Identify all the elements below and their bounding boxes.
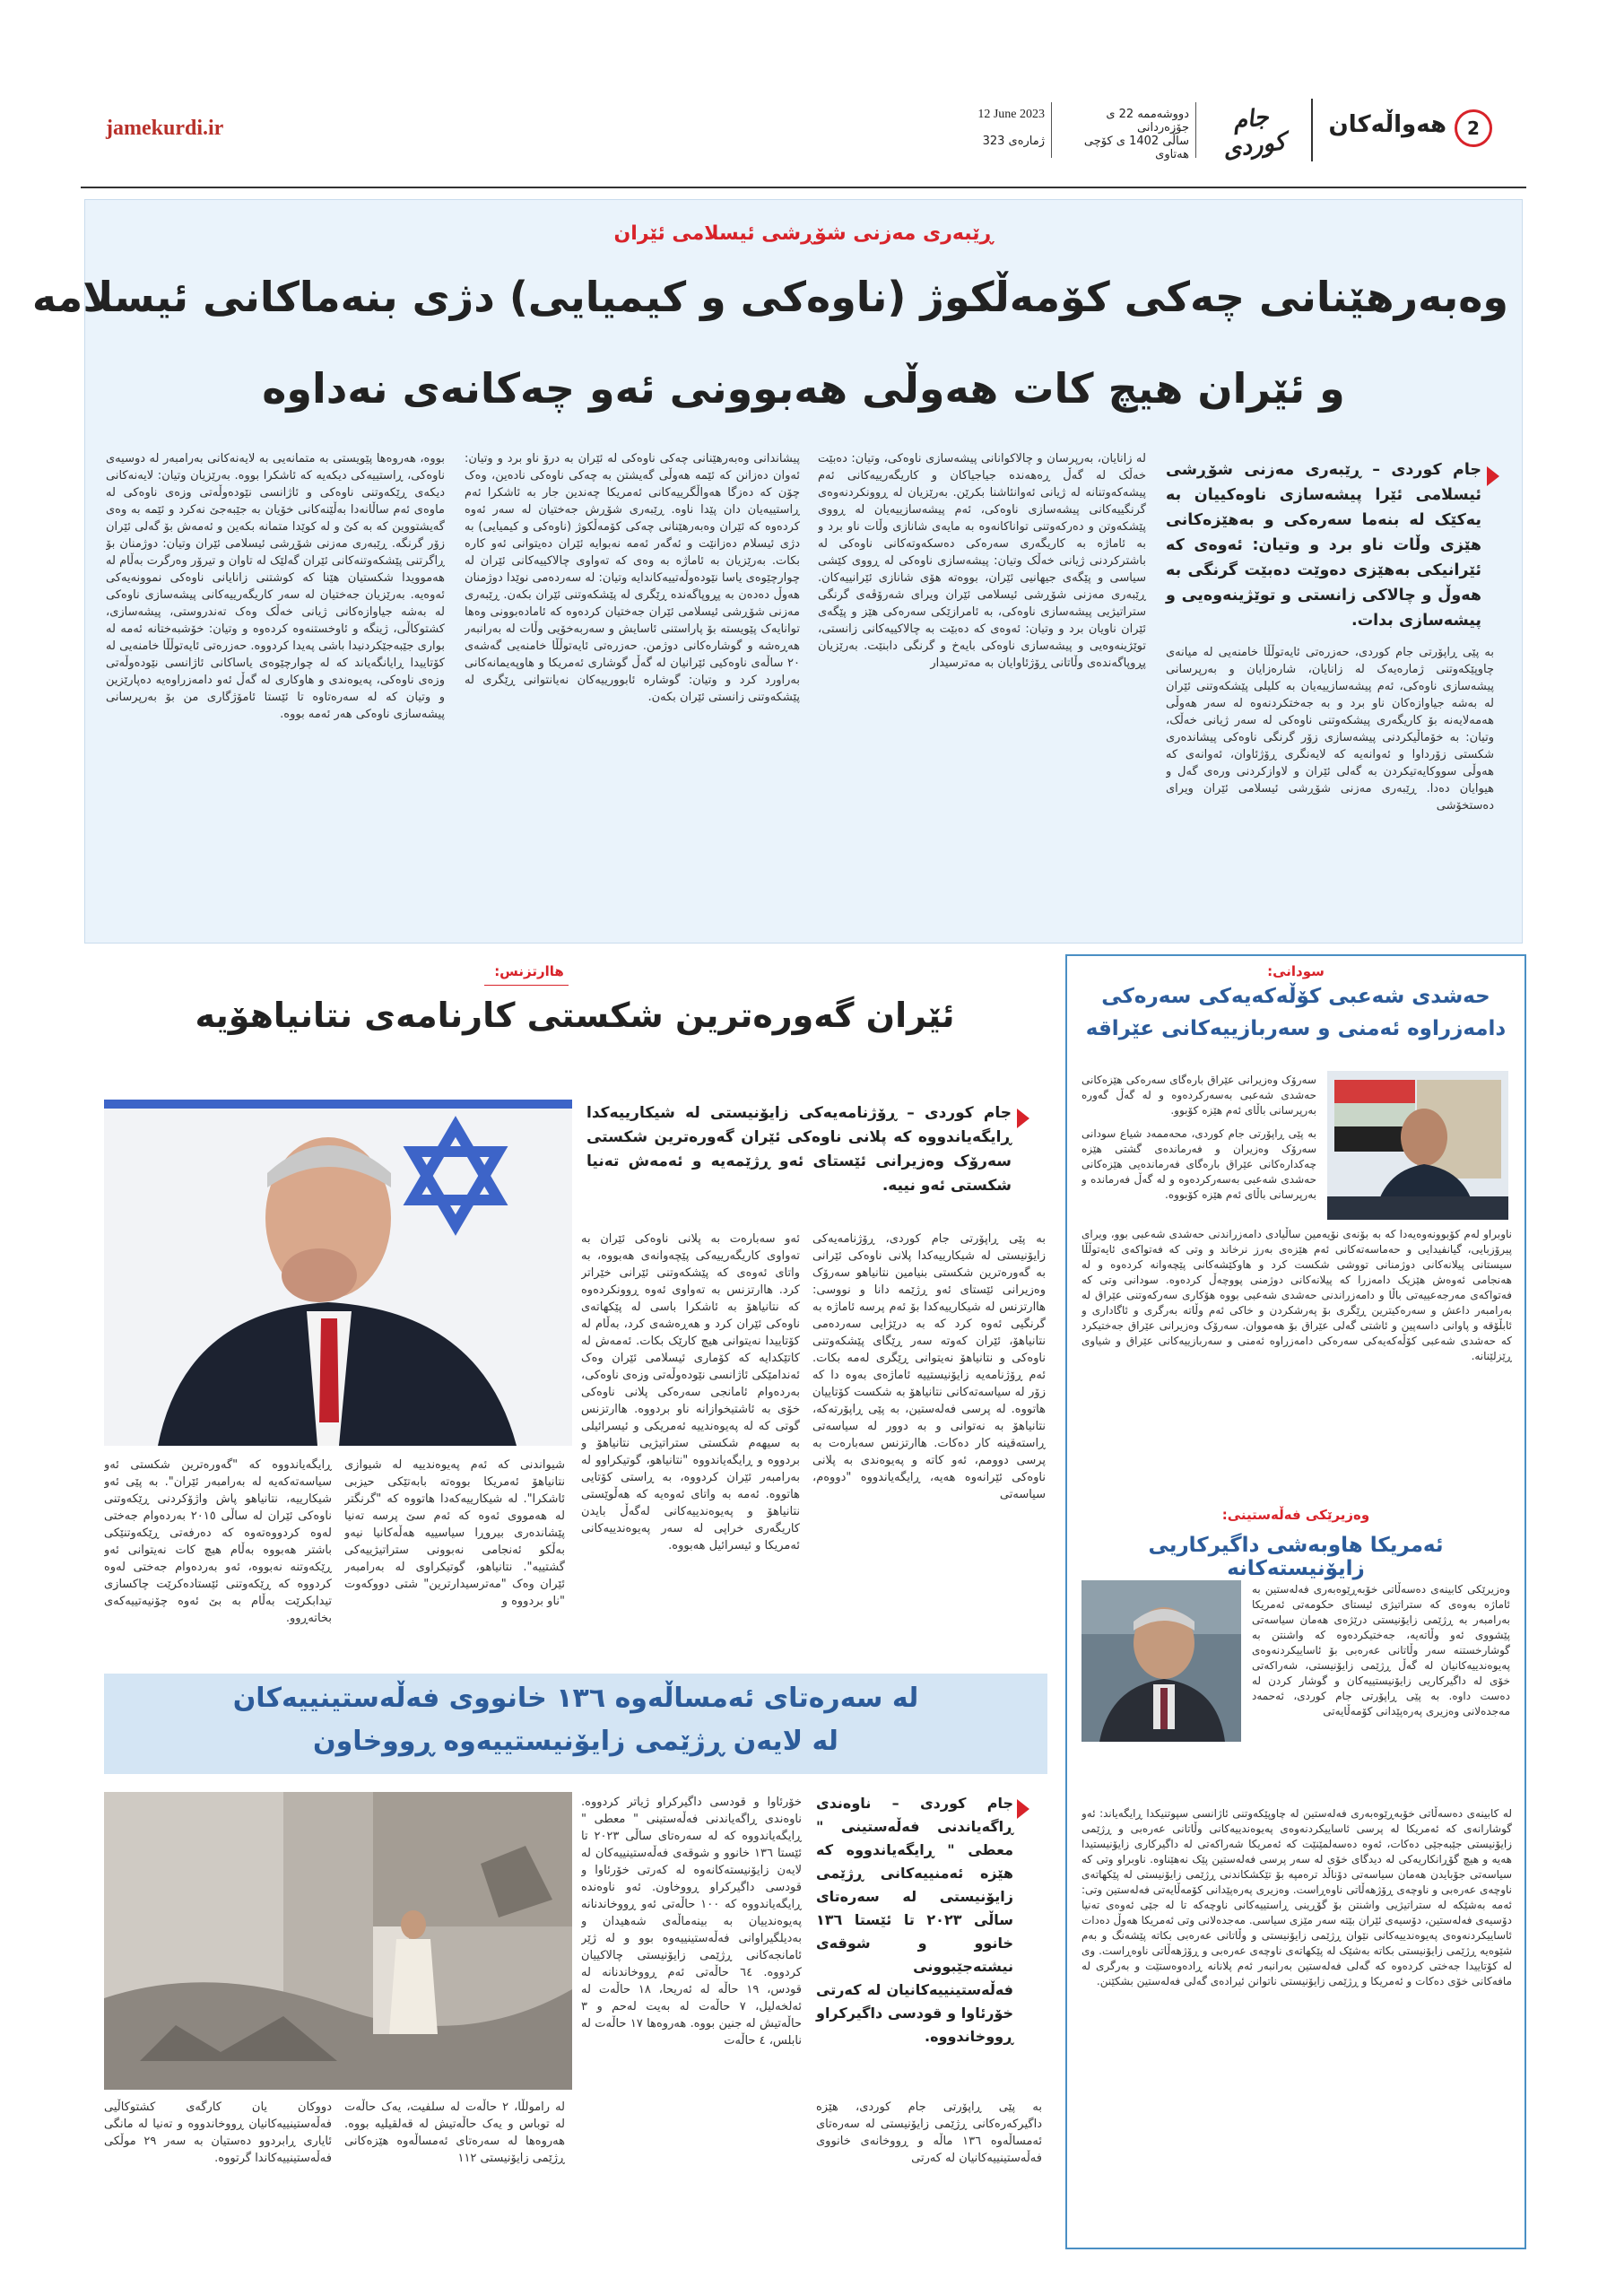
sudani-photo (1327, 1071, 1508, 1220)
malki-text-top: وەزیرێکی کابینەی دەسەڵاتی خۆبەڕێوەبەری فەلەستین بە ئاماژە بەوەی کە ستراتیژی ئیستای حکومەتی ئەمریکا بەرامبەر بە ڕژێمی زایۆنیستی درێژەی هەمان سیاسەتی پێشووی ئەو وڵاتەیە، جەختیکردەوە کە واشنتن بە گوشارخستنە سەر وڵاتانی عەرەبی بۆ ئاساییکردنەوەی پەیوەندییەکانیان لە گەڵ ڕژێمی زایۆنیستی، شەراکەتی خۆی لە داگیرکاریی زایۆنیستییەکان و گوشار کردن لە دەست داوە. بە پێی ڕاپۆرتی جام کوردی، ئەحمەد مەجدەلانی وەزیری پەرەپێدانی کۆمەڵایەتی (1252, 1583, 1510, 1718)
header-divider-2 (1195, 102, 1196, 158)
haaretz-kicker: هاارتزنس: (494, 963, 564, 979)
sudani-text-top: سەرۆک وەزیرانی عێراق بارەگای سەرەکی هێزەکانی حەشدی شەعبی بەسەرکردەوە و لە گەڵ گەورە بەرپرسانی باڵای ئەم هێزە کۆبوو. (1081, 1074, 1316, 1117)
malki-text-full: لە کابینەی دەسەڵاتی خۆبەڕێوەبەری فەلەستین لە چاوپێکەوتنی ئاژانسی سپوتنیکدا ڕایگەیاند: ئەو گوشارانەی کە ئەمریکا لە پرسی ئاساییکردنەوەی پەیوەندییەکانی وڵاتانی عەرەبی و ڕژێمی زایۆنیستی جێبەجێی دەکات، ئەوە دەسەلمێنێت کە ئەمریکا شەراکەتی لە داگیرکاری زایۆنیستیدا هەیە و هیچ گۆڕانکاریەکی لە دیدگای خۆی لە سەر پرسی فەلەستین پێک نەهێناوە. ناوبراو وتی کە سیاسەتی جۆبایدن هەمان سیاسەتی دۆناڵد ترەمپە بۆ تێکشکاندنی ڕژێمی زایۆنیستی لە پێکهاتەی ناوچەی عەرەبی و ناوچەی ڕۆژهەڵاتی ناوەڕاست. وەزیری پەرەپێدانی کۆمەڵایەتی فەلەستین وتی: ئەمە بەشێکە لە ستراتیژیی واشنتن بۆ گۆڕینی ڕاستییەکانی ناوچەکە تا لە جێی ئەوەی تەنیا دۆسیەی فەلەستین، دۆسیەی ئێران بێتە سەر مێزی سیاسی. مەجدەلانی وتی ئەمریکا هەوڵ دەدات ئاساییکردنەوەی پەیوەندییەکانی نێوان ڕژێمی زایۆنیستی و وڵاتانی عەرەبی بکاتە پێشەنگ و بەم شێوەیە ڕژێمی زایۆنیستی بکاتە بەشێک لە پێکهاتەی ناوچەی عەرەبی و ڕۆژهەڵاتی ناوەڕاست. وی لە کۆتاییدا جەختی کردەوە کە گەلی فەلەستین بەرانبەر ئەم پلانانە ڕادەوەستێت و بەرگری لە مافەکانی خۆی دەکات و ئەمریکا و ڕژێمی زایۆنیستی ناتوانن ئیرادەی گەلی فەلەستین بشکێنن. (1081, 1807, 1512, 1987)
demolition-col-2: خۆرئاوا و قودسی داگیرکراو ژیاتر کردووە. ناوەندی ڕاگەیاندنی فەڵەستینی " معطی " ڕایگەیاندووە کە لە سەرەتای ساڵی ٢٠٢٣ تا ئێستا ١٣٦ خانوو و شوقەی فەڵەستینییەکان لە لایەن زایۆنیستەکانەوە لە کەرتی خۆرئاوا و قودسی داگیرکراو ڕووخاون. ئەو ناوەندە ڕایگەیاندووە کە ١٠٠ حاڵەتی ئەو ڕووخاندنانە پەیوەندییان بە بینەماڵەی شەهیدان و بەدیلگیراوانی فەڵەستینییەوە بوو و لە ژێر ئامانجەکانی ڕژێمی زایۆنیستی چالاکییان کردووە. ٦٤ حاڵەتی ئەم ڕووخاندنانە لە قودس، ١٩ حاڵە لە ئەریحا، ١٨ حاڵەت لە ئەلخەلیل، ٧ حاڵەت لە بەیت لەحم و ٣ حاڵەتیش لە جنین بووە. هەروەها ١٧ حاڵەت لە نابلس، ٤ حاڵەت (581, 1796, 802, 2048)
top-story-col-4: بووە، هەروەها پێویستی بە متمانەیی بە لایەنەکانی بەرامبەر لە دوسیەی ناوەکی، ڕاستییەکی دیکەیە کە ئاشکرا بووە. بەرێزیان وتیان: لایەنەکانی دیکەی ڕێکەوتنی ناوەکی و ئاژانسی نێودەوڵەتی وزەی ناوەکی لە ماوەی ئەم ساڵانەدا بەڵێنەکانی خۆیان بە جێبەجێ نەکرد و ئێمە بە وەی گەیشتووین کە بە کێ و لە کوێدا متمانە بکەین و ئەمەش بۆ گەلی ئێران زۆر گرنگە. ڕێبەری مەزنی شۆڕشی ئیسلامی ئێران وتیان: دوژمنان بۆ ڕاگرتنی پێشکەوتنەکانی ئێران گەلێک لە تاوان و تیرۆر وەرگرت بەڵام لە هەموویدا شکستیان هێنا کە کوشتنی زانایانی ناوەکی نموونەیەکی ئەوەیە. بەرێزیان جەختیان لە سەر کاریگەرییەکانی پیشەسازی ناوەکی لە بەشە جیاوازەکانی ژیانی خەڵک وەک تەندروستی، پیشەسازی، کشتوکاڵی، ژینگە و ئاوخستنەوە کردەوە و وتیان: خۆشبەختانە ئەمە لە بواری جێبەجێکردنیدا باشی پەیدا کردووە. حەزرەتی ئایەتوڵڵا خامنەیی لە کۆتاییدا ڕایانگەیاند کە لە چوارچێوەی یاساکانی ئاژانسی نێودەوڵەتی وزەی ناوەکی، پەیوەندی و هاوکاری لە گەڵ ئەو دامەزراوەیە دەپارێزین و وتیان کە لە سەرەتاوە تا ئێستا ئامۆژگاری من بۆ بەرپرسانی پیشەسازی ناوەکی هەر ئەمە بووە. (106, 452, 445, 721)
top-story-headline-2: و ئێران هیچ کات هەوڵی هەبوونی ئەو چەکانەی نەداوە (262, 364, 1345, 413)
demolition-col-3: لە رامولڵا، ٢ حاڵەت لە سلفیت، یەک حاڵەت لە توباس و یەک حاڵەتیش لە قەلقیلیە بووە. هەروەها لە سەرەتای ئەمساڵەوە هێزەکانی ڕژێمی زایۆنیستی ١١٢ (344, 2100, 565, 2165)
demolition-col-1: بە پێی ڕاپۆرتی جام کوردی، هێزە داگیرکەرەکانی ڕژێمی زایۆنیستی لە سەرەتای ئەمساڵەوە ١٣٦ ماڵە و ڕووخانەی خانووی فەڵەستینییەکانیان لە کەرتی (816, 2100, 1042, 2165)
issue-number: ژمارەی 323 (982, 135, 1045, 148)
top-story-col-2: لە زانایان، بەرپرسان و چالاکوانانی پیشەسازی ناوەکی، وتیان: دەبێت خەڵک لە گەڵ ڕەهەندە جیاجیاکان و کاریگەرییەکانی ئەم پیشەکەوتنانە لە ژیانی ئەوانئاشنا بکرێن. بەرێزیان لە ڕوونکردنەوەی گرنگییەکانی پیشەسازی ناوەکی، ئەم پیشەسازییەیان لە ڕووی پێشکەوتن و دەرکەوتنی تواناکانەوە بە مایەی شانازی وڵات ناو برد و بە ئاماژە بە کاریگەری سەرەکی دەسکەوتەکانی ناوەکی لە باشترکردنی ژیانی خەڵک وتیان: پیشەسازی ناوەکی لە ڕووی کێشی سیاسی و پێگەی جیهانیی ئێران، بووەتە هۆی شانازی ئێرانییەکان. ڕێبەری مەزنی شۆڕشی ئیسلامی ئێران ویرای شەرۆڤەی گرنگی ستراتیژیی پیشەسازی ناوەکی، بە ئامرازێکی سەرەکی هێز و پێگەی ئێران ناویان برد و وتیان: ئەوەی کە دەبێت بە چالاکییەکانی زانستی، توێژینەوەیی و پیشەسازی ناوەکی بایەخ و گرنگی دابنێت. بەرێزیان پڕوپاگەندەی وڵاتانی ڕۆژئاوایان بە مەترسیدار (818, 452, 1146, 670)
top-story-col-1: بە پێی ڕاپۆرتی جام کوردی، حەزرەتی ئایەتوڵڵا خامنەیی لە میانەی چاوپێکەوتنی ژمارەیەک لە زانایان، شارەزایان و بەرپرسانی پیشەسازی ناوەکی، ئەم پیشەسازییەیان بە کلیلی پێشکەوتنی ئێران لە بەشە جیاوازەکان ناو برد و بە جەختکردنەوە لە سەر هەوڵی هەمەلایەنە بۆ کاریگەری پیشکەوتنی ناوەکی لە سەر ژیانی خەڵک، وتیان: بە خۆماڵیکردنی پیشەسازی زۆر گرنگی ناوەکی پیشاندەری شکستی زۆرداوا و ئەوانەیە کە لایەنگری ڕۆژئاوان، ئەوانەی کە هەوڵی سووکایەتیکردن بە گەلی ئێران و لاوازکردنی ورەی گەل و هیوایان دەدا. ڕێبەری مەزنی شۆڕشی ئیسلامی ئێران ویرای دەستخۆشی (1166, 646, 1494, 813)
sudani-headline-1: حەشدی شەعبی کۆڵەکەیەکی سەرەکی (1101, 985, 1490, 1008)
top-story-kicker: ڕێبەری مەزنی شۆڕشی ئیسلامی ئێران (613, 222, 994, 245)
malki-photo-image (1081, 1580, 1241, 1742)
haaretz-headline: ئێران گەورەترین شکستی کارنامەی نتانیاهۆیە (195, 996, 955, 1035)
top-story-lead: جام كوردی – ڕێبەری مەزنی شۆڕشی ئیسلامی ئێرا پیشەسازی ناوەکییان بە یەکێک لە بنەما سەرەکی و بەهێزەکانی هێزی وڵات ناو برد و وتیان: ئەوەی کە ئێرانیکی بەهێزی دەوێت دەبێت گرنگی بە هەوڵ و چالاکی زانستی و توێژینەوەیی و پیشەسازی بدات. (1166, 461, 1481, 630)
top-story-marker (1487, 466, 1499, 486)
logo: جام كوردی (1220, 103, 1288, 164)
top-story-headline-1: وەبەرهێنانی چەکی کۆمەڵکوژ (ناوەکی و کیمیایی) دژی بنەماکانی ئیسلامە (31, 273, 1508, 321)
haaretz-marker (1017, 1109, 1029, 1128)
issue-year: ساڵی 1402 ی كۆچی هەتاوی (1083, 135, 1189, 161)
sudani-photo-image (1327, 1071, 1508, 1220)
sudani-text-full: ناوبراو لەم کۆبوونەوەیەدا کە بە بۆنەی نۆیەمین ساڵیادی دامەزراندنی حەشدی شەعبی بوو، ویرای پیرۆزبایی، گیانفیدایی و حەماسەتەکانی ئەم هێزەی بەرز نرخاند و وتی کە فەتواکەی ئایەتوڵڵا سیستانی پیلانەکانی دوژمنانی تووشی شکست کرد و هاوکێشەکانی پێچەوانە کردەوە و لە هەنجامی ئەوەش هێزیک دامەزرا کە پیلانەکانی دوژمنی پووچەڵ کردەوە. سودانی وتی کە فەتواکەی مەرجەعییەتی باڵا و دامەزراندنی حەشدی شەعبی بووە هۆکاری سەرکەوتنی عێراق لە بەرامبەر داعش و سەرەکیترین ڕێگری بۆ پەرشکردن و خاکی ئەم وڵاتە بەرگری و ئاگاداری و ئابڵۆقە و پاوانی داسەپین و ئاشتی گەلی عێراق بۆ هەمووان. سەرۆک وەزیرانی عێراق جەختیکرد کە حەشدی شەعبی کۆڵەکەیەکی سەرەکی دامەزراوە ئەمنی و سەربازییەکانی عێراق و شیاوی ڕێزلێنانە. (1081, 1228, 1512, 1362)
issue-day: دووشەممە 22 ی جۆزەردانی (1106, 108, 1189, 135)
demolition-marker (1017, 1799, 1029, 1819)
demolition-photo (104, 1792, 572, 2090)
sudani-kicker: سودانی: (1267, 963, 1325, 979)
haaretz-col-2: ئەو سەبارەت بە پلانی ناوەکی ئێران بە تەواوی کاریگەرییەکی پێچەوانەی هەبووە، بە واتای ئەوەی کە پێشکەوتنی ئێرانی خێراتر کرد. هاارتزنس بە تەواوی ئەوە ڕوونکردەوە کە نتانیاهۆ بە ئاشکرا باسی لە پێکهاتەی ناوەکی ئێران کرد و هەڕەشەی کرد، بەڵام لە کۆتاییدا نەیتوانی هیچ کارێک بکات. ئەمەش لە کاتێکدایە کە کۆماری ئیسلامی ئێران وەک ئەندامێکی ئاژانسی نێودەوڵەتی وزەی ناوەکی، بەردەوام ئامانجی سەرەکی پلانی ناوەکی خۆی بە ئاشتیخوازانە ناو بردووە. هاارتزنس گوتی کە لە پەیوەندییە ئەمریکی و ئیسرائیلی بە سیهەم شکستی ستراتیژیی نتانیاهۆ و بردووە و ڕایگەیاندووە "نتانیاهو، گوتیکراوو لە بەرامبەر ئێران کردووە، بە ڕاستی کۆتایی هاتووە. ئەمە بە واتای ئەوەیە کە هەڵوێستی نتانیاهۆ و پەیوەندییەکانی لەگەڵ بایدن کاریگەری خراپی لە سەر پەیوەندییەکانی ئەمریکا و ئیسرائیل هەبووە. (581, 1232, 800, 1552)
page-number-badge (1455, 109, 1492, 147)
page-number: 2 (1467, 117, 1480, 139)
header-divider (1311, 99, 1313, 161)
page-header (0, 90, 1607, 188)
netanyahu-photo-image (104, 1100, 572, 1446)
malki-headline: ئەمریکا هاوبەشی داگیرکاریی زایۆنیستەکانە (1148, 1534, 1444, 1580)
sudani-headline-2: دامەزراوە ئەمنی و سەربازییەکانی عێراقە (1085, 1017, 1507, 1040)
section-title: هەواڵەکان (1328, 111, 1446, 138)
haaretz-lead: جام كوردی – ڕۆژنامەیەکی زایۆنیستی لە شیکارییەکدا ڕایگەیاندووە کە پلانی ناوەکی ئێران گەورەترین شکستی سەرۆک وەزیرانی ئێستای ئەو ڕژێمەیە و ئەمەش تەنیا شکستی ئەو نییە. (586, 1104, 1012, 1195)
malki-kicker: وەزیرێکی فەڵەستینی: (1221, 1507, 1370, 1523)
haaretz-kicker-rule (484, 985, 569, 986)
haaretz-col-1: بە پێی ڕاپۆرتی جام کوردی، ڕۆژنامەیەکی زایۆنیستی لە شیکارییەکدا پلانی ناوەکی ئێرانی بە گەورەترین شکستی بنیامین نتانیاهو سەرۆک وەزیرانی ئێستای ئەو ڕژێمە دانا و نووسی: هاارتزنس لە شیکارییەکدا بۆ ئەم پرسە ئاماژە بە گرنگیی ئەوە کرد کە بە درێژایی سەردەمی نتانیاهۆ، ئێران کەوتە سەر ڕێگای پێشکەوتنی ناوەکی و نتانیاهۆ نەیتوانی ڕێگری لەمە بکات. ئەم ڕۆژنامەیە زایۆنیستییە ئاماژەی بەوە دا کە زۆر لە سیاسەتەکانی نتانیاهۆ بە شکست کۆتاییان هاتووە. لە پرسی فەلەستین، بە پێی ڕاپۆرتەکە، نتانیاهۆ بە نەتوانی و بە دوور لە سیاسەتی ڕاستەقینە کار دەکات. هاارتزنس سەبارەت بە پرسی دوومم، ئەو کاتە و پەیوەندی بە پلانی ناوەکی ئێرانەوە هەیە، ڕایگەیاندووە "دووەم، سیاسەتی (812, 1232, 1046, 1501)
issue-date: 12 June 2023 (977, 108, 1045, 121)
header-bottom-rule (81, 187, 1526, 188)
header-divider-3 (1051, 102, 1052, 158)
demolition-photo-image (104, 1792, 572, 2090)
haaretz-col-4: ڕایگەیاندووە کە "گەورەترین شکستی ئەو سیاسەتەکەیە لە بەرامبەر ئێران". بە پێی ئەو شیکارییە، نتانیاهو پاش واژۆکردنی ڕێکەوتنی ناوەکی ئێران لە ساڵی ٢٠١٥ بەردەوام جەختی لەوە کردووەتەوە کە دەرفەتی ڕێکەوتنێکی باشتر هەبووە بەڵام هیچ کات نەیتوانی ئەو ڕێکەوتنە نەبووە، ئەو بەردەوام جەختی لەوە کردووە کە ڕێکەوتنی ئێستادەکرێت چاکسازی تیدابکرێت بەڵام بە بێ ئەوە چۆنیەتییەکەی بخاتەڕوو. (104, 1458, 332, 1625)
sudani-text-mid: بە پێی ڕاپۆرتی جام کوردی، محەممەد شیاع سودانی سەرۆک وەزیران و فەرماندەی گشتی هێزە چەکدارەکانی عێراق بارەگای فەرماندەیی هێزەکانی حەشدی شەعبی بەسەرکردەوە و لە گەڵ فەرماندە و بەرپرسانی باڵای ئەم هێزە کۆبووە. (1081, 1127, 1316, 1201)
netanyahu-photo (104, 1100, 572, 1446)
top-story-col-3: پیشاندانی وەبەرهێنانی چەکی ناوەکی لە ئێران بە درۆ ناو برد و وتیان: ئەوان دەزانن کە ئێمە هەوڵی گەیشتن بە چەکی ناوەکی نادەین، وەک چۆن کە دەزگا هەواڵگرییەکانی ئەمریکا چەندین جار بە ئاشکرا ئەم ڕاستییەیان دان پێدا ناوە. ڕێبەری شۆڕش جەختیان لە سەر ئەوە کردەوە کە ئێران وەبەرهێنانی چەکی کۆمەڵکوژ (ناوەکی و کیمیایی) بە دژی ئیسلام دەزانێت و ئەگەر ئەمە نەبوایە ئێران دەیتوانی ئەو کارە بکات. بەرێزیان بە ئاماژە بە وەی کە تەواوی چالاکییەکانی ئێران لە چوارچێوەی یاسا نێودەوڵەتییەکاندایە وتیان: لە سەردەمی نوێدا دوژمنان هەوڵ دەدەن بە پڕوپاگەندە ڕێگری لە پێشکەوتنی ئێران بکەن. ڕێبەری مەزنی شۆڕشی ئیسلامی ئێران جەختیان کردەوە کە ئامادەبوونی وەها توانایەک پێویستە بۆ پاراستنی ئاسایش و سەربەخۆیی وڵات لە بەرانبەر هەڕەشە و گوشارەکانی دوژمن. حەزرەتی ئایەتوڵڵا خامنەیی گەشەی ٢٠ ساڵەی ناوەکیی ئێرانیان لە گەڵ گوشاری ئەمریکا و هاوپەیمانەکانی بەراورد کرد و وتیان: گوشارە ئابوورییەکان نەیانتوانی ڕێگری لە پێشکەوتنی زانستی ئێران بکەن. (465, 452, 800, 704)
demolition-headline-2: لە لایەن ڕژێمی زایۆنیستییەوە ڕووخاون (313, 1726, 838, 1757)
malki-photo (1081, 1580, 1241, 1742)
demolition-headline-1: لە سەرەتای ئەمساڵەوە ١٣٦ خانووی فەڵەستینییەکان (232, 1683, 919, 1714)
demolition-lead: جام كوردی – ناوەندی ڕاگەیاندنی فەڵەستینی " معطی " ڕایگەیاندووە کە هێزە ئەمنییەکانی ڕژێمی زایۆنیستی لە سەرەتای ساڵی ٢٠٢٣ تا ئێستا ١٣٦ خانوو و شوقەی نیشتەجێبوونی فەڵەستینییەکانیان لە کەرتی خۆرئاوا و قودسی داگیرکراو ڕووخاندووە. (816, 1795, 1013, 2045)
haaretz-col-3: شیواندنی کە ئەم پەیوەندییە لە شیوازی نتانیاهۆ ئەمریکا بووەتە بابەتێکی حیزبی ئاشکرا". لە شیکارییەکەدا هاتووە کە "گرنگتر لە هەمووی ئەوە کە ئەم سێ پرسە تەنیا پێشاندەری بیروڕا سیاسییە هەڵەکانیا نیەو بەڵکو ئەنجامی نەبوونی ستراتیژییەکی گشتییە". نتانیاهو، گوتیکراوی لە بەرامبەر ئێران وەک "مەترسیدارترین" شتی دووکەوت "ناو بردووە و (344, 1458, 565, 1608)
demolition-col-4: دووکان یان کارگەی کشتوکاڵیی فەڵەستینییەکانیان ڕووخاندووە و تەنیا لە مانگی ئایاری ڕابردوو دەستیان بە سەر ٢٩ موڵکی فەڵەستینییەکاندا گرتووە. (104, 2100, 332, 2165)
website-link[interactable]: jamekurdi.ir (106, 117, 224, 140)
